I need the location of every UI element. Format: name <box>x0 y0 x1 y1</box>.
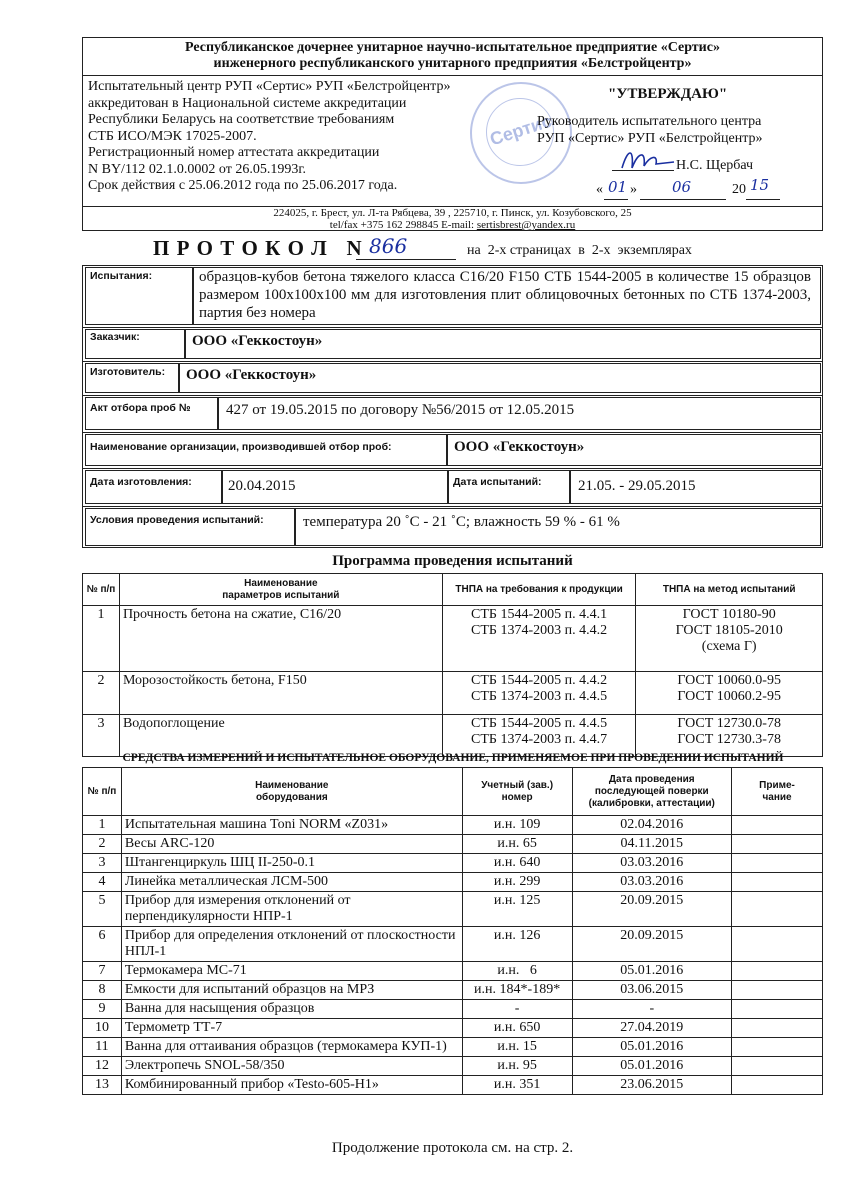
row-equipment: Ванна для насыщения образцов <box>121 1000 462 1019</box>
approve-date <box>596 176 796 204</box>
row-verification: 03.06.2015 <box>572 981 732 1000</box>
info-row-divider <box>82 506 823 507</box>
row-inventory: и.н. 184*-189* <box>462 981 572 1000</box>
row-inventory: и.н. 650 <box>462 1019 572 1038</box>
row-inventory: и.н. 109 <box>462 816 572 835</box>
accr-line: N BY/112 02.1.0.0002 от 26.05.1993г. <box>88 161 307 177</box>
col-header-number: № п/п <box>83 768 122 816</box>
col-header-method: ТНПА на метод испытаний <box>636 574 823 606</box>
row-number: 9 <box>83 1000 122 1019</box>
tests-value: образцов-кубов бетона тяжелого класса С16/20 F150 СТБ 1544-2005 в количестве 15 образцов размером 100х100х100 мм для изготовления плит облицовочных бетонных по СТБ 1374-2003, партия без номера <box>199 269 811 321</box>
row-inventory: и.н. 640 <box>462 854 572 873</box>
row-method: ГОСТ 10180-90 ГОСТ 18105-2010 (схема Г) <box>636 606 823 672</box>
protocol-label: П Р О Т О К О Л N <box>153 236 363 260</box>
row-note <box>732 1076 823 1095</box>
program-header-row <box>83 574 823 606</box>
row-number: 3 <box>83 715 120 757</box>
row-inventory: и.н. 299 <box>462 873 572 892</box>
row-note <box>732 962 823 981</box>
row-equipment: Линейка металлическая ЛСМ-500 <box>121 873 462 892</box>
info-row-divider <box>82 327 823 328</box>
row-number: 10 <box>83 1019 122 1038</box>
row-equipment: Комбинированный прибор «Testo-605-H1» <box>121 1076 462 1095</box>
row-number: 7 <box>83 962 122 981</box>
table-row <box>83 1057 823 1076</box>
date-underline-day <box>604 199 628 200</box>
sampler-value: ООО «Геккостоун» <box>454 439 585 455</box>
row-verification: 03.03.2016 <box>572 854 732 873</box>
table-row <box>83 854 823 873</box>
date-open-quote: « <box>596 182 603 197</box>
table-row <box>83 1019 823 1038</box>
equipment-title: СРЕДСТВА ИЗМЕРЕНИЙ И ИСПЫТАТЕЛЬНОЕ ОБОРУДОВАНИЕ, ПРИМЕНЯЕМОЕ ПРИ ПРОВЕДЕНИИ ИСПЫТАНИЙ <box>122 752 784 764</box>
email-link[interactable]: sertisbrest@yandex.ru <box>476 219 576 231</box>
table-row <box>83 892 823 927</box>
row-verification: 05.01.2016 <box>572 1057 732 1076</box>
col-header-number: № п/п <box>83 574 120 606</box>
accr-line: Республики Беларусь на соответствие требованиям <box>88 112 395 127</box>
col-header-req: ТНПА на требования к продукции <box>442 574 636 606</box>
equipment-header-row <box>83 768 823 816</box>
row-verification: 04.11.2015 <box>572 835 732 854</box>
approve-role-line2: РУП «Сертис» РУП «Белстройцентр» <box>537 131 763 146</box>
program-title: Программа проведения испытаний <box>332 553 573 569</box>
row-inventory: - <box>462 1000 572 1019</box>
row-equipment: Электропечь SNOL-58/350 <box>121 1057 462 1076</box>
info-row-divider <box>82 395 823 396</box>
row-verification: 05.01.2016 <box>572 1038 732 1057</box>
row-verification: 23.06.2015 <box>572 1076 732 1095</box>
row-verification: 02.04.2016 <box>572 816 732 835</box>
row-req: СТБ 1544-2005 п. 4.4.2 СТБ 1374-2003 п. 4.4.5 <box>442 672 636 715</box>
row-parameter: Морозостойкость бетона, F150 <box>119 672 442 715</box>
sampling-label: Акт отбора проб № <box>90 402 191 414</box>
row-number: 8 <box>83 981 122 1000</box>
continuation-note: Продолжение протокола см. на стр. 2. <box>331 1140 574 1156</box>
conditions-label: Условия проведения испытаний: <box>90 514 264 526</box>
row-note <box>732 854 823 873</box>
row-method: ГОСТ 10060.0-95 ГОСТ 10060.2-95 <box>636 672 823 715</box>
approver-name: Н.С. Щербач <box>676 158 754 173</box>
row-note <box>732 1038 823 1057</box>
row-verification: 20.09.2015 <box>572 892 732 927</box>
row-note <box>732 1000 823 1019</box>
accr-line: Срок действия с 25.06.2012 года по 25.06.2017 года. <box>88 178 398 193</box>
col-header-note: Приме-чание <box>732 768 823 816</box>
row-equipment: Испытательная машина Toni NORM «Z031» <box>121 816 462 835</box>
row-inventory: и.н. 6 <box>462 962 572 981</box>
row-note <box>732 816 823 835</box>
row-equipment: Ванна для оттаивания образцов (термокамера КУП-1) <box>121 1038 462 1057</box>
contact-phone: tel/fax +375 162 298845 E-mail: <box>329 219 477 231</box>
info-row-divider <box>82 468 823 469</box>
table-row <box>83 1076 823 1095</box>
accr-line: Регистрационный номер аттестата аккредитации <box>88 145 380 160</box>
seal-text: Сертис <box>487 110 555 150</box>
sampling-value: 427 от 19.05.2015 по договору №56/2015 от 12.05.2015 <box>226 402 575 418</box>
row-number: 11 <box>83 1038 122 1057</box>
row-number: 2 <box>83 672 120 715</box>
sampler-label: Наименование организации, производившей отбор проб: <box>90 441 392 453</box>
row-note <box>732 1019 823 1038</box>
row-number: 13 <box>83 1076 122 1095</box>
table-row <box>83 962 823 981</box>
col-header-equipment: Наименование оборудования <box>121 768 462 816</box>
row-verification: 27.04.2019 <box>572 1019 732 1038</box>
row-equipment: Прибор для определения отклонений от плоскостности НПЛ-1 <box>121 927 462 962</box>
protocol-number-underline <box>356 259 456 260</box>
approve-month: 06 <box>672 178 692 196</box>
org-title-line1: Республиканское дочернее унитарное научно-испытательное предприятие «Сертис» <box>185 40 720 55</box>
header-divider-1 <box>82 75 823 76</box>
org-title-line2: инженерного республиканского унитарного предприятия «Белстройцентр» <box>213 56 692 71</box>
row-verification: 20.09.2015 <box>572 927 732 962</box>
row-number: 1 <box>83 606 120 672</box>
row-parameter: Прочность бетона на сжатие, С16/20 <box>119 606 442 672</box>
table-row <box>83 981 823 1000</box>
table-row <box>83 873 823 892</box>
row-note <box>732 835 823 854</box>
approve-role-line1: Руководитель испытательного центра <box>537 114 762 129</box>
address-line1: 224025, г. Брест, ул. Л-та Рябцева, 39 , 225710, г. Пинск, ул. Козубовского, 25 <box>273 207 632 219</box>
program-table <box>82 573 823 757</box>
tests-label: Испытания: <box>90 270 153 282</box>
row-req: СТБ 1544-2005 п. 4.4.1 СТБ 1374-2003 п. 4.4.2 <box>442 606 636 672</box>
row-number: 5 <box>83 892 122 927</box>
row-note <box>732 981 823 1000</box>
row-inventory: и.н. 15 <box>462 1038 572 1057</box>
row-equipment: Прибор для измерения отклонений от перпендикулярности НПР-1 <box>121 892 462 927</box>
row-note <box>732 927 823 962</box>
table-row <box>83 715 823 757</box>
row-inventory: и.н. 125 <box>462 892 572 927</box>
tested-value: 21.05. - 29.05.2015 <box>578 478 696 494</box>
row-inventory: и.н. 65 <box>462 835 572 854</box>
row-number: 2 <box>83 835 122 854</box>
row-note <box>732 1057 823 1076</box>
row-verification: - <box>572 1000 732 1019</box>
row-number: 4 <box>83 873 122 892</box>
table-row <box>83 816 823 835</box>
row-number: 6 <box>83 927 122 962</box>
accreditation-text <box>88 79 468 195</box>
protocol-title <box>153 236 833 262</box>
address-line2 <box>82 219 823 231</box>
row-parameter: Водопоглощение <box>119 715 442 757</box>
table-row <box>83 606 823 672</box>
row-inventory: и.н. 95 <box>462 1057 572 1076</box>
row-equipment: Штангенциркуль ШЦ II-250-0.1 <box>121 854 462 873</box>
info-row-divider <box>82 432 823 433</box>
row-equipment: Весы АRC-120 <box>121 835 462 854</box>
accr-line: Испытательный центр РУП «Сертис» РУП «Белстройцентр» <box>88 79 451 94</box>
maker-value: ООО «Геккостоун» <box>186 367 317 383</box>
table-row <box>83 835 823 854</box>
col-header-verification: Дата проведения последующей поверки (калибровки, аттестации) <box>572 768 732 816</box>
approve-day: 01 <box>608 178 628 196</box>
row-number: 1 <box>83 816 122 835</box>
row-equipment: Термометр ТТ-7 <box>121 1019 462 1038</box>
customer-label: Заказчик: <box>90 331 140 343</box>
row-verification: 03.03.2016 <box>572 873 732 892</box>
protocol-number: 866 <box>369 234 408 258</box>
date-underline-year <box>746 199 780 200</box>
row-number: 3 <box>83 854 122 873</box>
date-close-quote: » <box>630 182 637 197</box>
row-method: ГОСТ 12730.0-78 ГОСТ 12730.3-78 <box>636 715 823 757</box>
table-row <box>83 1000 823 1019</box>
row-equipment: Емкости для испытаний образцов на МРЗ <box>121 981 462 1000</box>
year-prefix: 20 <box>732 182 746 197</box>
row-req: СТБ 1544-2005 п. 4.4.5 СТБ 1374-2003 п. 4.4.7 <box>442 715 636 757</box>
made-value: 20.04.2015 <box>228 478 296 494</box>
equipment-table <box>82 767 823 1095</box>
row-inventory: и.н. 126 <box>462 927 572 962</box>
maker-label: Изготовитель: <box>90 366 166 378</box>
approve-title: "УТВЕРЖДАЮ" <box>608 86 728 102</box>
row-note <box>732 873 823 892</box>
protocol-pages: на 2-х страницах в 2-х экземплярах <box>467 243 692 258</box>
col-header-inventory: Учетный (зав.) номер <box>462 768 572 816</box>
customer-value: ООО «Геккостоун» <box>192 333 323 349</box>
accr-line: СТБ ИСО/МЭК 17025-2007. <box>88 128 257 144</box>
tested-label: Дата испытаний: <box>453 476 542 488</box>
table-row <box>83 927 823 962</box>
table-row <box>83 672 823 715</box>
row-note <box>732 892 823 927</box>
made-label: Дата изготовления: <box>90 476 192 488</box>
date-underline-month <box>640 199 726 200</box>
row-number: 12 <box>83 1057 122 1076</box>
approve-year: 15 <box>750 176 770 194</box>
signature-line <box>612 170 674 171</box>
conditions-value: температура 20 ˚С - 21 ˚С; влажность 59 % - 61 % <box>303 514 620 530</box>
row-inventory: и.н. 351 <box>462 1076 572 1095</box>
table-row <box>83 1038 823 1057</box>
row-verification: 05.01.2016 <box>572 962 732 981</box>
info-row-divider <box>82 361 823 362</box>
accr-line: аккредитован в Национальной системе аккредитации <box>88 95 407 111</box>
row-equipment: Термокамера МС-71 <box>121 962 462 981</box>
col-header-parameter: Наименование параметров испытаний <box>119 574 442 606</box>
